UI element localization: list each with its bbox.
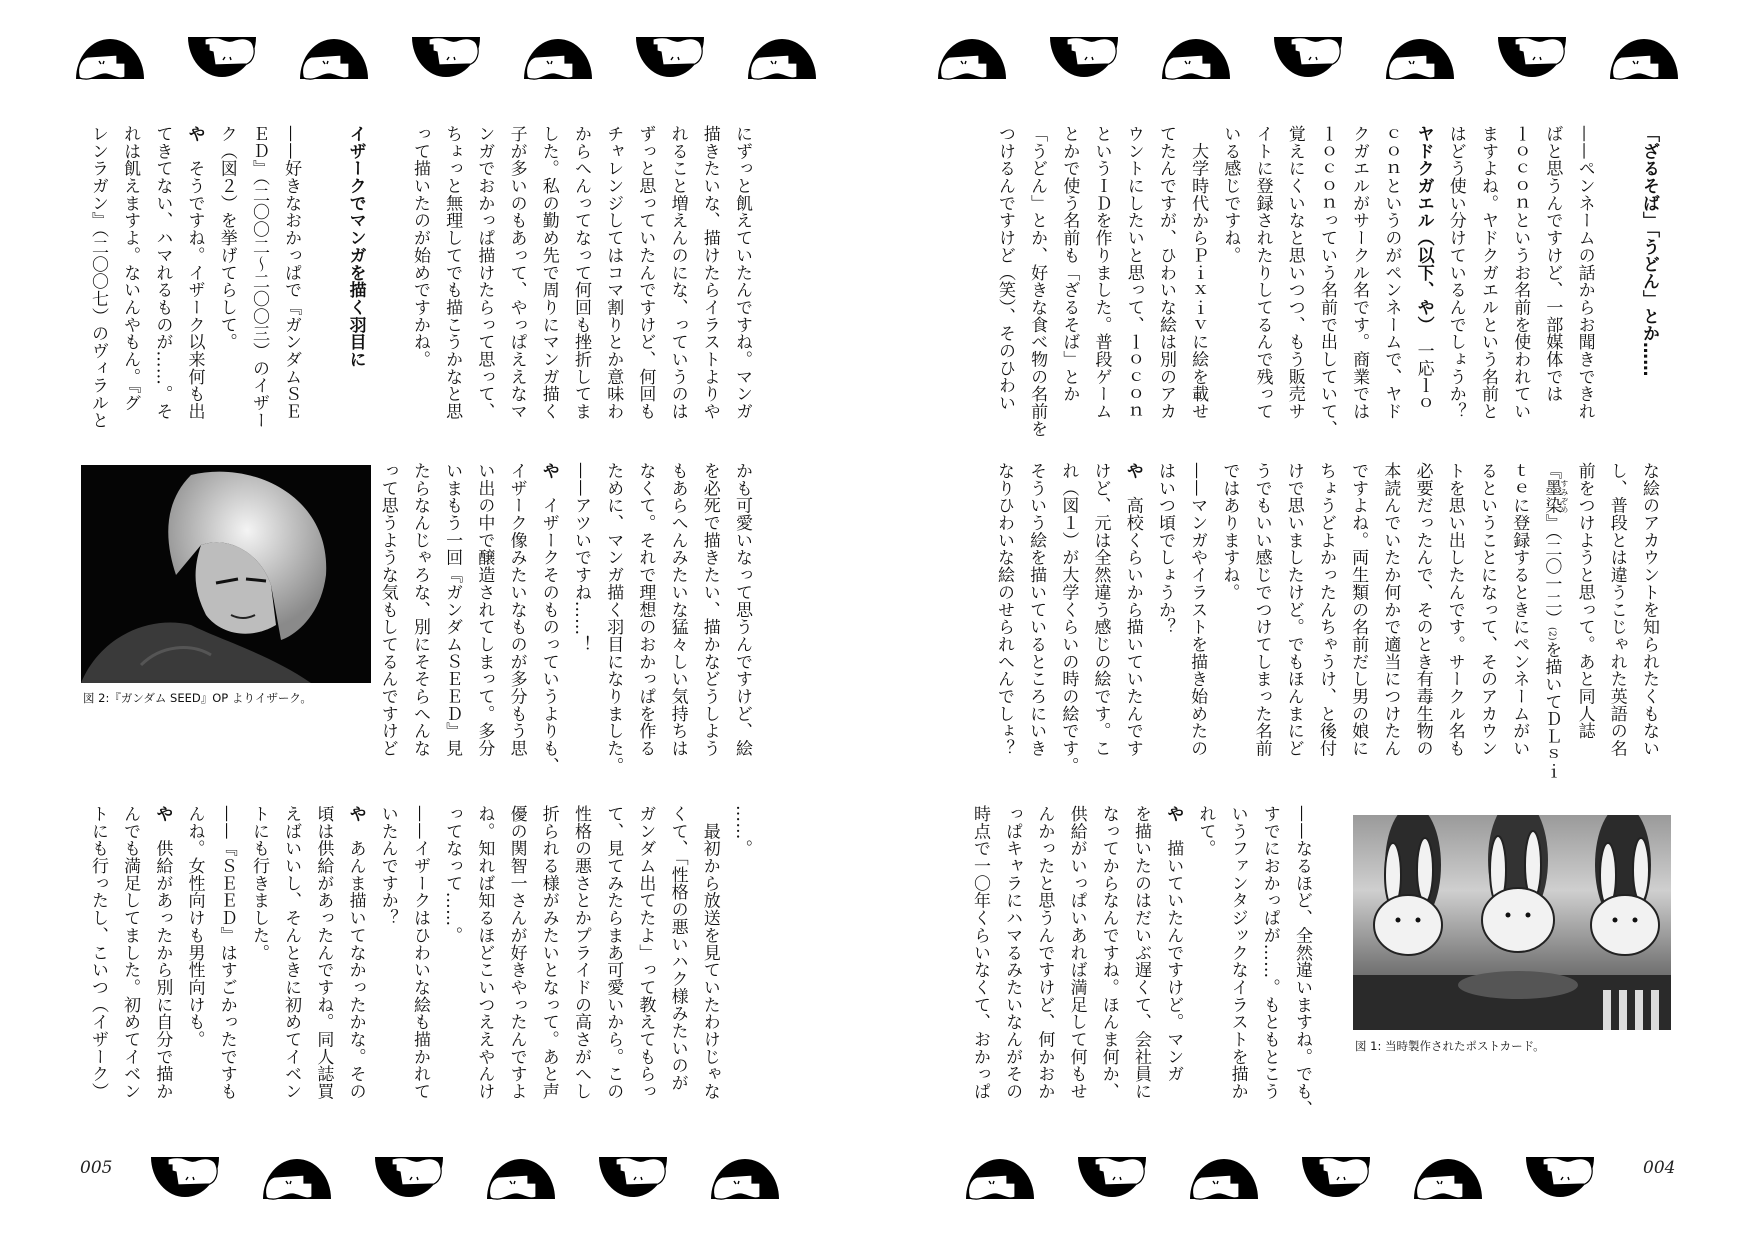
body-text: はどう使い分けているんでしょうか？ <box>1445 125 1466 420</box>
bold-text: や <box>345 805 366 823</box>
body-text: イトに登録されたりしてるんで残って <box>1252 125 1273 420</box>
body-text: トを思い出したんです。サークル名も <box>1444 462 1465 757</box>
body-text: し、普段とは違うこじゃれた英語の名 <box>1606 462 1627 757</box>
text-column <box>597 462 629 775</box>
okappa-head-icon <box>1523 1155 1597 1201</box>
body-text: ——『ＳＥＥＤ』はすごかったですも <box>216 805 237 1100</box>
body-text: つけるんですけど（笑）、そのひわい <box>994 125 1015 412</box>
text-column <box>1053 125 1085 421</box>
bold-text: や <box>1163 805 1184 823</box>
body-text: うでもいい感じでつけてしまった名前 <box>1251 462 1272 757</box>
right-page-tier-1 <box>989 125 1665 438</box>
body-text: いまもう一回『ガンダムＳＥＥＤ』見 <box>442 462 463 757</box>
figure-2-caption: 図 2:『ガンダム SEED』OP よりイザーク。 <box>83 691 312 705</box>
text-column <box>178 125 210 421</box>
body-text: えばいいし、そんときに初めてイベン <box>281 805 302 1100</box>
text-column <box>1254 805 1286 1101</box>
okappa-head-icon <box>297 35 371 81</box>
body-text: い出の中で醸造されてしまって。多分 <box>474 462 495 757</box>
text-column <box>1093 805 1125 1101</box>
text-column <box>726 125 758 421</box>
okappa-head-icon <box>708 1155 782 1201</box>
body-text: した。私の勤め先で周りにマンガ描く <box>538 125 559 420</box>
body-text: んかったと思うんですけど、何かおか <box>1034 805 1055 1100</box>
body-text: そうですね。イザーク以来何も出 <box>184 142 205 420</box>
text-column <box>468 462 500 758</box>
text-column <box>661 805 693 1101</box>
left-page-tier-1 <box>82 125 758 429</box>
text-column <box>468 805 500 1101</box>
text-column <box>1084 462 1116 758</box>
body-text: すでにおかっぱが……。もともとこう <box>1259 805 1280 1100</box>
body-text: というＩＤを作りました。普段ゲーム <box>1091 125 1112 420</box>
text-column <box>988 462 1020 758</box>
text-column <box>404 462 436 758</box>
text-column <box>372 805 404 1101</box>
bold-text: や <box>538 462 559 480</box>
okappa-head-icon <box>521 35 595 81</box>
text-column <box>178 805 210 1101</box>
text-column <box>694 805 726 1101</box>
body-text: 大学時代からＰｉｘｉｖに絵を載せ <box>1188 125 1209 420</box>
body-text <box>1607 125 1627 142</box>
body-text: 性格の悪さとかプライドの高さがへし <box>570 805 591 1100</box>
anime-character-illustration <box>81 465 371 683</box>
text-column <box>1601 462 1633 758</box>
text-column <box>1440 125 1472 421</box>
text-column <box>436 125 468 421</box>
body-text: くて、「性格の悪いハク様みたいのが <box>667 805 688 1092</box>
body-text: なりひわいな絵のせられへんでしょ？ <box>993 462 1014 757</box>
body-text: ために、マンガ描く羽目になりました。 <box>603 462 624 775</box>
text-column <box>1311 125 1343 438</box>
body-text: ですよね。両生類の名前だし男の娘に <box>1348 462 1369 757</box>
okappa-head-icon <box>1047 35 1121 81</box>
body-text: もあらへんみたいな猛々しい気持ちは <box>667 462 688 757</box>
text-column <box>629 805 661 1101</box>
body-text: かも可愛いなって思うんですけど、絵 <box>732 462 752 757</box>
body-text: ——なるほど、全然違いますね。でも、 <box>1292 805 1312 1118</box>
body-text: 必要だったんで、そのとき有毒生物の <box>1412 462 1433 757</box>
body-text <box>378 125 398 142</box>
text-column <box>1118 125 1150 421</box>
text-column <box>1407 125 1439 421</box>
body-text: そういう絵を描いているところにいき <box>1026 462 1047 757</box>
body-text: を必死で描きたい、描かなどうしよう <box>699 462 720 757</box>
page-number-left: 005 <box>80 1158 113 1178</box>
text-column <box>1021 125 1053 438</box>
text-column <box>1286 805 1318 1118</box>
text-column <box>146 805 178 1101</box>
body-text: 』（二〇一二） <box>1541 514 1562 628</box>
text-column <box>436 805 468 1101</box>
body-text: ——好きなおかっぱで『ガンダムＳＥ <box>281 125 302 420</box>
body-text: って描いたのが始めですかね。 <box>409 125 430 368</box>
body-text: 優の関智一さんが好きやったんですよ <box>506 805 527 1100</box>
text-column <box>1568 125 1600 421</box>
text-column <box>243 805 275 1101</box>
text-column <box>629 125 661 421</box>
body-text: クガエルがサークル名です。商業では <box>1349 125 1370 420</box>
text-column <box>597 125 629 421</box>
okappa-head-icon <box>372 1155 446 1201</box>
body-text: ちょっと無理してでも描こうかなと思 <box>442 125 463 420</box>
body-text: るということになって、そのアカウン <box>1476 462 1497 757</box>
body-text: 頃は供給があったんですね。同人誌買 <box>313 805 334 1100</box>
right-page-tier-3 <box>964 805 1318 1118</box>
body-text: ではありますね。 <box>1219 462 1240 601</box>
bold-text: や <box>152 805 173 823</box>
text-column <box>1221 805 1253 1101</box>
body-text: 供給があったから別に自分で描か <box>152 822 173 1100</box>
body-text: れて。 <box>1195 805 1216 858</box>
text-column <box>1601 125 1633 421</box>
body-text: いる感じですね。 <box>1220 125 1241 264</box>
body-text: ガンダム出てたよ」って教えてもらっ <box>635 805 656 1100</box>
text-column <box>82 125 114 429</box>
body-text: 時点で一〇年くらいなくて、おかっぱ <box>969 805 990 1100</box>
bold-text: 「ざるそば」「うどん」とか…… <box>1639 125 1659 377</box>
body-text: 高校くらいから描いていたんです <box>1122 479 1143 757</box>
body-text: 『 <box>1541 462 1562 480</box>
rabbits-illustration <box>1353 815 1671 1030</box>
right-page-tier-2 <box>988 462 1665 780</box>
bold-text: や <box>184 125 205 143</box>
text-column <box>436 462 468 758</box>
text-column <box>1245 462 1277 758</box>
text-column <box>243 125 275 429</box>
text-column <box>1504 125 1536 421</box>
left-page-tier-3 <box>82 805 758 1101</box>
body-text: ｔｅに登録するときにペンネームがい <box>1509 462 1530 757</box>
body-text: てたんですが、ひわいな絵は別のアカ <box>1155 125 1176 420</box>
okappa-head-icon <box>1299 1155 1373 1201</box>
figure-1-caption: 図 1: 当時製作されたポストカード。 <box>1355 1039 1545 1053</box>
body-text: ウントにしたいと思って、ｌｏｃｏｎ <box>1123 125 1144 420</box>
body-text: たらなんじゃろな、別にそそらへんな <box>409 462 430 757</box>
figure-1-postcard-image <box>1353 815 1671 1030</box>
text-column <box>114 125 146 421</box>
okappa-head-icon <box>484 1155 558 1201</box>
text-column <box>1278 462 1310 758</box>
text-column <box>1375 125 1407 421</box>
body-text: ばと思うんですけど、一部媒体では <box>1542 125 1563 403</box>
okappa-head-icon <box>1271 35 1345 81</box>
okappa-head-icon <box>1607 35 1681 81</box>
text-column <box>1085 125 1117 421</box>
body-text: れること増えんのにな、っていうのは <box>667 125 688 420</box>
body-text: トにも行きました。 <box>248 805 269 962</box>
body-text: ——イザークはひわいな絵も描かれて <box>409 805 430 1100</box>
okappa-head-icon <box>596 1155 670 1201</box>
text-column <box>372 125 404 421</box>
body-text: トにも行ったし、こいつ（イザーク） <box>87 805 108 1100</box>
page-number-right: 004 <box>1643 1158 1676 1178</box>
body-text: っぱキャラにハマるみたいなんがその <box>1002 805 1023 1100</box>
text-column <box>500 125 532 421</box>
text-column <box>1472 125 1504 421</box>
body-text: ちょうどよかったんちゃうけ、と後付 <box>1315 462 1336 757</box>
text-column <box>1052 462 1084 775</box>
left-page-tier-2 <box>372 462 758 775</box>
body-text: てきてない、ハマれるものが……。そ <box>152 125 173 420</box>
body-text: 「うどん」とか、好きな食べ物の名前を <box>1027 125 1048 438</box>
text-column <box>694 125 726 421</box>
text-column <box>1246 125 1278 421</box>
okappa-head-icon <box>1411 1155 1485 1201</box>
text-column <box>468 125 500 421</box>
okappa-head-icon <box>1159 35 1233 81</box>
text-column <box>1279 125 1311 421</box>
okappa-head-icon <box>1495 35 1569 81</box>
body-text: 折られる様がみたいとなって。あと声 <box>538 805 559 1100</box>
text-column <box>533 462 565 775</box>
body-text: 前をつけようと思って。あと同人誌 <box>1574 462 1595 740</box>
body-text: ってなって……。 <box>442 805 463 944</box>
body-text: けで思いましたけど。でもほんまにど <box>1283 462 1304 757</box>
body-text: けど、元は全然違う感じの絵です。こ <box>1090 462 1111 757</box>
body-text <box>313 125 333 142</box>
text-column <box>661 462 693 758</box>
body-text: って思うような気もしてるんですけど <box>377 462 398 757</box>
text-column <box>1536 125 1568 421</box>
text-column <box>404 805 436 1101</box>
okappa-head-icon <box>185 35 259 81</box>
text-column <box>339 805 371 1101</box>
body-text: なくて。それで理想のおかっぱを作る <box>635 462 656 757</box>
body-text: はいつ頃でしょうか？ <box>1154 462 1175 636</box>
text-column <box>1213 462 1245 758</box>
okappa-head-icon <box>409 35 483 81</box>
okappa-head-icon <box>633 35 707 81</box>
text-column <box>964 805 996 1101</box>
body-text: ｌｏｃｏｎというお名前を使われてい <box>1510 125 1531 420</box>
body-text: ｃｏｎというのがペンネームで、ヤド <box>1381 125 1402 420</box>
okappa-head-icon <box>260 1155 334 1201</box>
text-column <box>1310 462 1342 758</box>
body-text: 描きたいな、描けたらイラストよりや <box>699 125 720 420</box>
text-column <box>307 125 339 421</box>
okappa-head-icon <box>1075 1155 1149 1201</box>
body-text: れは飢えますよ。ないんやもん。『グ <box>120 125 141 412</box>
text-column <box>1633 125 1665 421</box>
text-column <box>1633 462 1665 758</box>
okappa-head-icon <box>1383 35 1457 81</box>
text-column <box>1471 462 1503 758</box>
text-column <box>1439 462 1471 758</box>
body-text: 覚えにくいなと思いつつ、もう販売サ <box>1284 125 1305 420</box>
text-column <box>565 125 597 421</box>
text-column <box>211 125 243 421</box>
text-column <box>629 462 661 758</box>
text-column <box>1125 805 1157 1101</box>
text-column <box>500 462 532 758</box>
ruby-text: 墨染すみぞめ <box>1541 479 1569 515</box>
body-text: を描いてＤＬｓｉ <box>1541 640 1562 780</box>
body-text: にずっと飢えていたんですね。マンガ <box>732 125 752 420</box>
text-column <box>1535 462 1569 780</box>
body-text: んね。女性向けも男性向けも。 <box>184 805 205 1048</box>
text-column <box>275 125 307 421</box>
text-column <box>146 125 178 421</box>
text-column <box>726 805 758 1101</box>
text-column <box>1568 462 1600 758</box>
body-text: 子が多いのもあって、やっぱええなマ <box>506 125 527 420</box>
text-column <box>1028 805 1060 1101</box>
text-column <box>1020 462 1052 758</box>
body-text: れ（図１）が大学くらいの時の絵です。 <box>1058 462 1079 775</box>
body-text: ンガでおかっぱ描けたらって思って、 <box>474 125 495 420</box>
text-column <box>661 125 693 421</box>
body-text: ク（図２）を挙げてらして。 <box>216 125 237 351</box>
text-column <box>1117 462 1149 758</box>
text-column <box>211 805 243 1101</box>
body-text: 一応ｌｏ <box>1413 324 1434 412</box>
bold-text: や <box>1122 462 1143 480</box>
body-text: レンラガン』（二〇〇七）のヴィラルと <box>87 125 108 429</box>
text-column <box>1150 125 1182 421</box>
text-column <box>500 805 532 1101</box>
body-text: ｌｏｃｏｎっていう名前で出していて、 <box>1316 125 1337 438</box>
okappa-head-icon <box>935 35 1009 81</box>
text-column <box>275 805 307 1101</box>
body-text: て、見てみたらまあ可愛いから。この <box>603 805 624 1100</box>
text-column <box>533 805 565 1101</box>
text-column <box>114 805 146 1101</box>
text-column <box>1060 805 1092 1101</box>
body-text: ね。知れば知るほどこいつええやんけ <box>474 805 495 1100</box>
body-text: ——マンガやイラストを描き始めたの <box>1187 462 1208 757</box>
body-text: イザークそのものっていうよりも、 <box>538 479 559 775</box>
text-column <box>1343 125 1375 421</box>
body-text: ——ペンネームの話からお聞きできれ <box>1574 125 1595 420</box>
body-text: とかで使う名前も「ざるそば」とか <box>1059 125 1080 403</box>
okappa-head-icon <box>148 1155 222 1201</box>
text-column <box>1157 805 1189 1101</box>
text-column <box>1342 462 1374 758</box>
text-column <box>597 805 629 1101</box>
text-column <box>565 462 597 758</box>
text-column <box>372 462 404 758</box>
text-column <box>404 125 436 421</box>
body-text: ずっと思っていたんですけど、何回も <box>635 125 656 420</box>
body-text: を描いたのはだいぶ遅くて、会社員に <box>1130 805 1151 1100</box>
text-column <box>1214 125 1246 421</box>
text-column <box>694 462 726 758</box>
body-text: 描いていたんですけど。マンガ <box>1163 822 1184 1083</box>
text-column <box>307 805 339 1101</box>
text-column <box>533 125 565 421</box>
text-column <box>1374 462 1406 758</box>
text-column <box>1149 462 1181 758</box>
body-text: いうファンタジックなイラストを描か <box>1227 805 1248 1100</box>
okappa-head-icon <box>1187 1155 1261 1201</box>
body-text: ——アツいですね……！ <box>570 462 591 653</box>
body-text: あんま描いてなかったかな。その <box>345 822 366 1100</box>
text-column <box>989 125 1021 421</box>
text-column <box>1503 462 1535 758</box>
body-text: からへんってなって何回も挫折してま <box>570 125 591 420</box>
text-column <box>1406 462 1438 758</box>
text-column <box>565 805 597 1101</box>
text-column <box>1182 125 1214 421</box>
okappa-head-icon <box>745 35 819 81</box>
body-text: な絵のアカウントを知られたくもない <box>1639 462 1659 757</box>
body-text: イザーク像みたいなものが多分もう思 <box>506 462 527 757</box>
text-column <box>1189 805 1221 1101</box>
body-text: 本読んでいたか何かで適当につけたん <box>1380 462 1401 757</box>
text-column <box>339 125 371 421</box>
body-text: ますよね。ヤドクガエルという名前と <box>1477 125 1498 420</box>
footnote-marker: (2) <box>1546 627 1557 641</box>
bold-text: ヤドクガエル（以下、や） <box>1413 125 1434 325</box>
text-column <box>1181 462 1213 758</box>
bold-text: イザークでマンガを描く羽目に <box>345 125 366 368</box>
okappa-head-icon <box>963 1155 1037 1201</box>
body-text: いたんですか？ <box>377 805 398 927</box>
body-text: チャレンジしてはコマ割りとか意味わ <box>603 125 624 420</box>
body-text: なってからなんですね。ほんま何か、 <box>1098 805 1119 1100</box>
body-text: んでも満足してました。初めてイベン <box>120 805 141 1100</box>
text-column <box>996 805 1028 1101</box>
text-column <box>82 805 114 1101</box>
body-text: 供給がいっぱいあれば満足して何もせ <box>1066 805 1087 1100</box>
body-text: ……。 <box>732 805 752 858</box>
body-text: ＥＤ』（二〇〇二〜二〇〇三）のイザー <box>248 125 269 429</box>
text-column <box>726 462 758 758</box>
okappa-head-icon <box>73 35 147 81</box>
body-text: 最初から放送を見ていたわけじゃな <box>699 805 720 1100</box>
figure-2-yzak-image <box>81 465 371 683</box>
